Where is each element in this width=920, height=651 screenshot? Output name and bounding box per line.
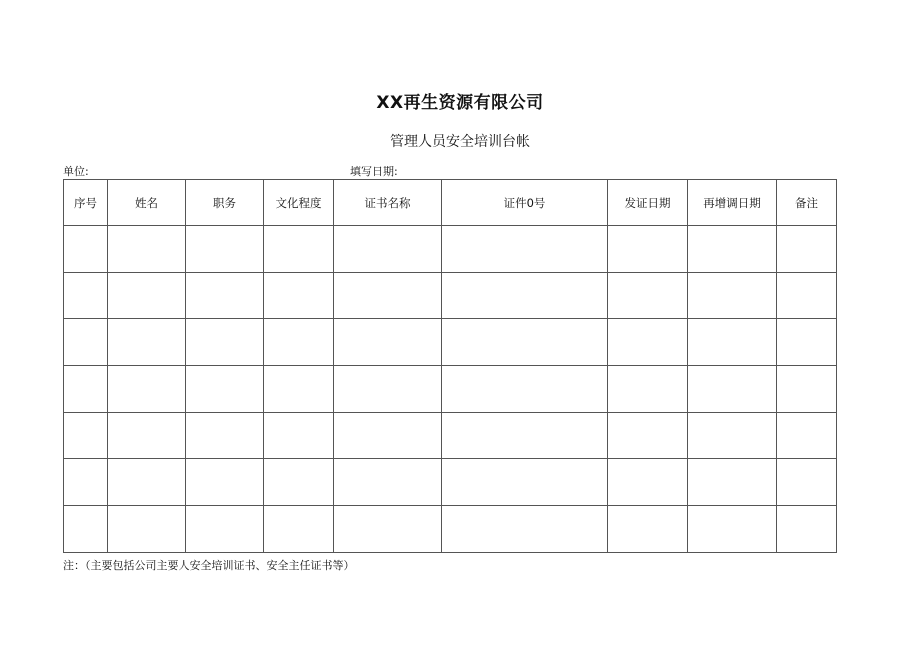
table-cell[interactable] xyxy=(186,506,264,553)
table-cell[interactable] xyxy=(186,226,264,273)
table-row xyxy=(64,366,837,413)
table-row xyxy=(64,272,837,319)
footnote: 注：（主要包括公司主要人安全培训证书、安全主任证书等） xyxy=(63,559,355,572)
table-cell[interactable] xyxy=(108,506,186,553)
column-header-remarks: 备注 xyxy=(777,180,837,226)
table-cell[interactable] xyxy=(608,459,688,506)
table-cell[interactable] xyxy=(688,412,777,459)
column-header-index: 序号 xyxy=(64,180,108,226)
table-cell[interactable] xyxy=(777,319,837,366)
table-cell[interactable] xyxy=(264,459,334,506)
table-cell[interactable] xyxy=(108,459,186,506)
column-header-certificate-name: 证书名称 xyxy=(334,180,442,226)
table-cell[interactable] xyxy=(108,226,186,273)
table-row xyxy=(64,506,837,553)
table-cell[interactable] xyxy=(64,459,108,506)
table-cell[interactable] xyxy=(186,319,264,366)
table-cell[interactable] xyxy=(334,366,442,413)
table-cell[interactable] xyxy=(688,459,777,506)
fill-date-label: 填写日期: xyxy=(350,165,398,178)
table-cell[interactable] xyxy=(64,506,108,553)
table-cell[interactable] xyxy=(608,272,688,319)
table-cell[interactable] xyxy=(442,319,608,366)
table-row xyxy=(64,319,837,366)
table-cell[interactable] xyxy=(442,412,608,459)
table-cell[interactable] xyxy=(334,506,442,553)
table-cell[interactable] xyxy=(186,459,264,506)
table-cell[interactable] xyxy=(608,412,688,459)
table-cell[interactable] xyxy=(688,319,777,366)
table-cell[interactable] xyxy=(334,226,442,273)
column-header-issue-date: 发证日期 xyxy=(608,180,688,226)
column-header-education: 文化程度 xyxy=(264,180,334,226)
table-cell[interactable] xyxy=(186,412,264,459)
table-cell[interactable] xyxy=(64,412,108,459)
table-cell[interactable] xyxy=(108,272,186,319)
table-cell[interactable] xyxy=(186,366,264,413)
unit-label: 单位: xyxy=(63,165,89,178)
document-subtitle: 管理人员安全培训台帐 xyxy=(390,134,530,150)
table-cell[interactable] xyxy=(608,319,688,366)
table-cell[interactable] xyxy=(264,412,334,459)
table-cell[interactable] xyxy=(777,459,837,506)
table-cell[interactable] xyxy=(777,366,837,413)
table-row xyxy=(64,226,837,273)
training-ledger-table xyxy=(63,179,837,553)
table-cell[interactable] xyxy=(608,506,688,553)
table-cell[interactable] xyxy=(64,226,108,273)
table-cell[interactable] xyxy=(777,272,837,319)
table-cell[interactable] xyxy=(264,272,334,319)
table-cell[interactable] xyxy=(264,366,334,413)
column-header-certificate-number: 证件0号 xyxy=(442,180,608,226)
table-cell[interactable] xyxy=(442,226,608,273)
table-cell[interactable] xyxy=(108,366,186,413)
table-row xyxy=(64,459,837,506)
table-cell[interactable] xyxy=(64,319,108,366)
table-cell[interactable] xyxy=(264,226,334,273)
table-cell[interactable] xyxy=(264,506,334,553)
column-header-renewal-date: 再增调日期 xyxy=(688,180,777,226)
table-cell[interactable] xyxy=(334,459,442,506)
table-cell[interactable] xyxy=(442,272,608,319)
table-cell[interactable] xyxy=(186,272,264,319)
table-cell[interactable] xyxy=(442,506,608,553)
table-cell[interactable] xyxy=(442,366,608,413)
table-cell[interactable] xyxy=(688,366,777,413)
table-cell[interactable] xyxy=(688,506,777,553)
table-cell[interactable] xyxy=(64,366,108,413)
table-cell[interactable] xyxy=(334,272,442,319)
table-cell[interactable] xyxy=(688,226,777,273)
table-row xyxy=(64,412,837,459)
column-header-position: 职务 xyxy=(186,180,264,226)
table-cell[interactable] xyxy=(688,272,777,319)
table-cell[interactable] xyxy=(108,412,186,459)
table-cell[interactable] xyxy=(608,226,688,273)
table-cell[interactable] xyxy=(64,272,108,319)
table-cell[interactable] xyxy=(264,319,334,366)
table-cell[interactable] xyxy=(334,412,442,459)
header-row xyxy=(64,180,837,226)
table-cell[interactable] xyxy=(777,506,837,553)
table-cell[interactable] xyxy=(108,319,186,366)
document-title: XX再生资源有限公司 xyxy=(376,93,544,113)
table-cell[interactable] xyxy=(334,319,442,366)
table-cell[interactable] xyxy=(777,412,837,459)
column-header-name: 姓名 xyxy=(108,180,186,226)
table-cell[interactable] xyxy=(442,459,608,506)
table-cell[interactable] xyxy=(777,226,837,273)
table-cell[interactable] xyxy=(608,366,688,413)
